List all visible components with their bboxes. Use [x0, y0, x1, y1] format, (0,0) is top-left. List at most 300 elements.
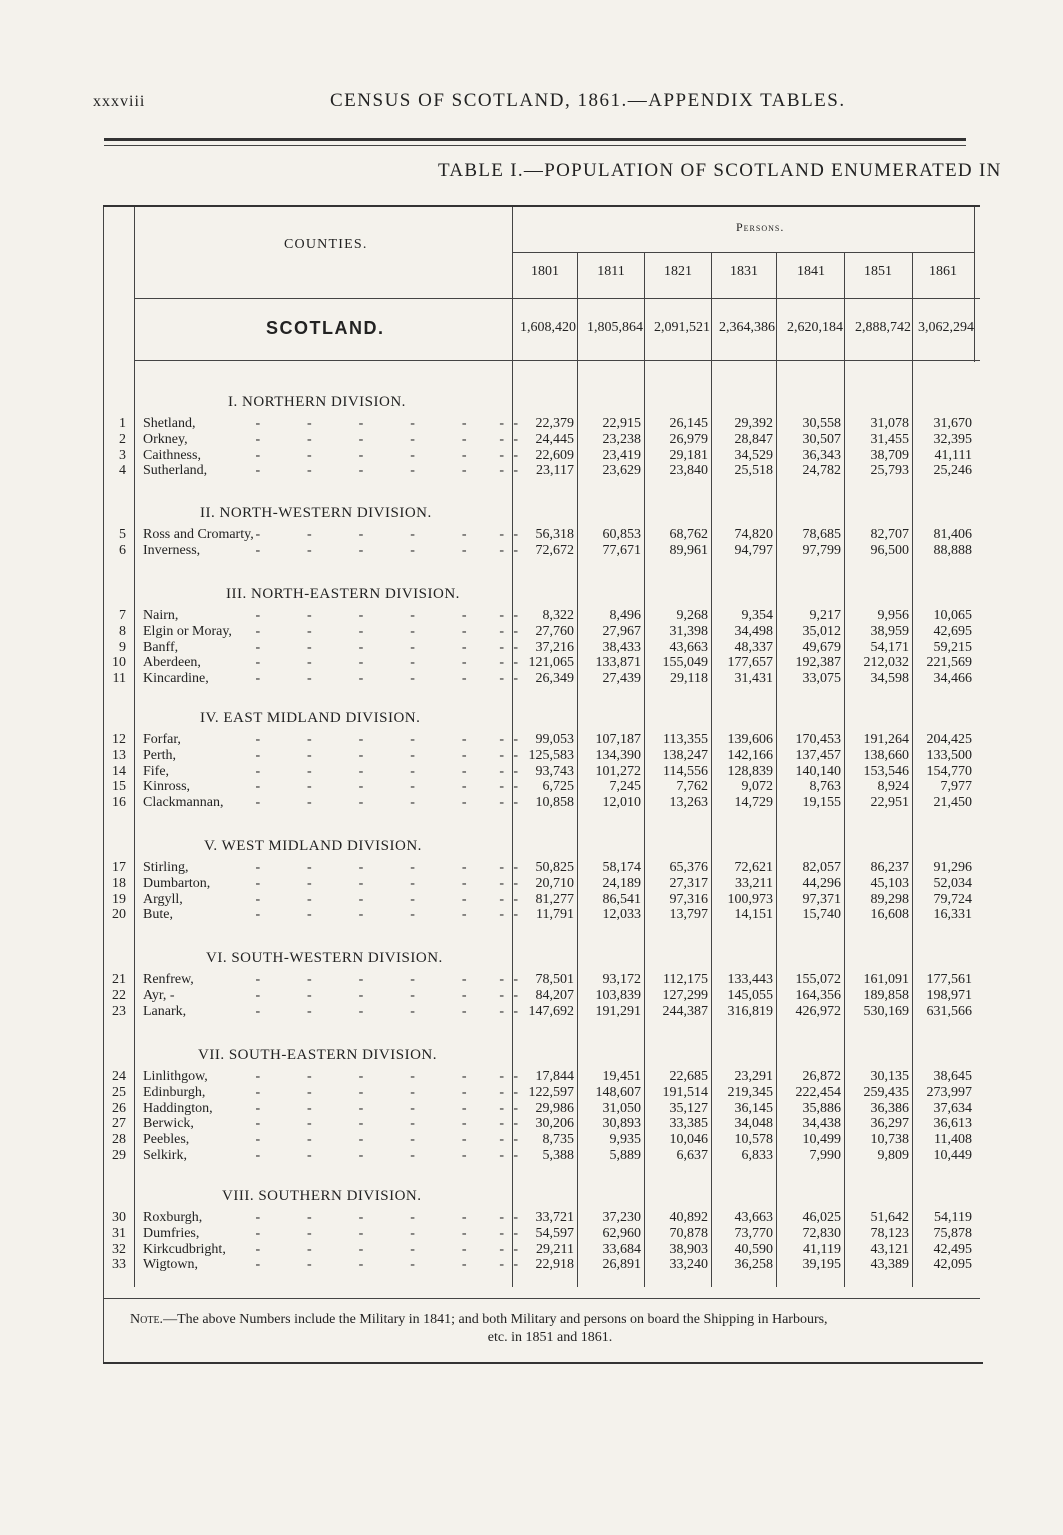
leader-dash-end: - — [499, 1225, 504, 1241]
population-cell: 170,453 — [795, 732, 841, 747]
population-cell: 10,449 — [933, 1148, 972, 1163]
scotland-total-1861: 3,062,294 — [918, 320, 974, 335]
population-cell: 54,171 — [870, 639, 909, 655]
row-number: 25 — [112, 1084, 126, 1100]
division-heading: I. NORTHERN DIVISION. — [228, 394, 406, 410]
population-cell: 33,075 — [802, 671, 841, 687]
leader-dash-end: - — [499, 1100, 504, 1116]
population-cell: 77,671 — [602, 542, 641, 558]
row-number: 26 — [112, 1100, 126, 1116]
population-cell: 530,169 — [863, 1003, 909, 1019]
leader-dash-end: - — [499, 623, 504, 639]
population-cell: 7,990 — [809, 1148, 841, 1163]
population-cell: 43,663 — [669, 639, 708, 655]
row-number: 21 — [112, 972, 126, 987]
population-cell: 11,408 — [934, 1132, 972, 1148]
population-cell: 34,466 — [933, 671, 972, 687]
population-cell: 6,637 — [676, 1148, 708, 1163]
county-name: Perth, — [143, 747, 177, 763]
population-cell: 155,072 — [795, 972, 841, 987]
population-cell: 94,797 — [734, 542, 773, 558]
row-number: 7 — [119, 608, 126, 623]
county-name: Clackmannan, — [143, 795, 224, 811]
county-name: Caithness, — [143, 447, 201, 463]
table-row — [0, 1132, 1063, 1148]
population-cell: 10,578 — [734, 1132, 773, 1148]
table-row — [0, 608, 1063, 624]
row-number: 10 — [112, 655, 126, 671]
population-cell: 192,387 — [795, 655, 841, 671]
leader-dashes: - - - - - - — [255, 447, 519, 463]
population-cell: 56,318 — [535, 527, 574, 542]
population-cell: 93,743 — [535, 763, 574, 779]
population-cell: 31,078 — [870, 416, 909, 431]
population-cell: 8,735 — [542, 1132, 574, 1148]
population-cell: 22,685 — [669, 1069, 708, 1084]
county-name: Dumfries, — [143, 1225, 200, 1241]
population-cell: 16,331 — [933, 907, 972, 923]
population-cell: 41,111 — [934, 447, 972, 463]
row-number: 12 — [112, 732, 126, 747]
population-cell: 26,891 — [602, 1257, 641, 1273]
row-number: 16 — [112, 795, 126, 811]
population-cell: 84,207 — [535, 987, 574, 1003]
population-cell: 37,230 — [602, 1210, 641, 1225]
table-row — [0, 671, 1063, 687]
division-heading: VII. SOUTH-EASTERN DIVISION. — [198, 1047, 437, 1063]
county-name: Renfrew, — [143, 972, 194, 987]
note-text-1: —The above Numbers include the Military in 1841; and both Military and persons on board the Shipping in Harbours, — [163, 1312, 828, 1327]
population-cell: 28,847 — [734, 431, 773, 447]
row-number: 30 — [112, 1210, 126, 1225]
population-cell: 23,238 — [602, 431, 641, 447]
population-cell: 31,050 — [602, 1100, 641, 1116]
table-row — [0, 860, 1063, 876]
population-cell: 43,663 — [734, 1210, 773, 1225]
county-name: Inverness, — [143, 542, 201, 558]
population-cell: 36,258 — [734, 1257, 773, 1273]
population-cell: 10,499 — [802, 1132, 841, 1148]
population-cell: 89,961 — [669, 542, 708, 558]
population-cell: 60,853 — [602, 527, 641, 542]
population-cell: 35,012 — [802, 623, 841, 639]
population-cell: 42,095 — [933, 1257, 972, 1273]
population-cell: 631,566 — [926, 1003, 972, 1019]
population-cell: 33,240 — [669, 1257, 708, 1273]
population-cell: 26,872 — [802, 1069, 841, 1084]
year-header-1851: 1851 — [864, 264, 892, 279]
county-name: Wigtown, — [143, 1257, 199, 1273]
leader-dashes: - - - - - - — [255, 655, 519, 671]
county-name: Linlithgow, — [143, 1069, 208, 1084]
population-cell: 72,830 — [802, 1225, 841, 1241]
table-row — [0, 1004, 1063, 1020]
population-cell: 13,263 — [669, 795, 708, 811]
population-cell: 43,389 — [870, 1257, 909, 1273]
population-cell: 86,237 — [870, 860, 909, 875]
scotland-total-1851: 2,888,742 — [855, 320, 911, 335]
population-cell: 30,507 — [802, 431, 841, 447]
population-cell: 75,878 — [933, 1225, 972, 1241]
population-cell: 21,450 — [933, 795, 972, 811]
population-cell: 27,439 — [602, 671, 641, 687]
population-cell: 41,119 — [803, 1241, 841, 1257]
year-header-1831: 1831 — [730, 264, 758, 279]
county-name: Lanark, — [143, 1003, 187, 1019]
population-cell: 73,770 — [734, 1225, 773, 1241]
population-cell: 9,956 — [877, 608, 909, 623]
leader-dashes: - - - - - - — [255, 431, 519, 447]
population-cell: 30,558 — [802, 416, 841, 431]
population-cell: 34,529 — [734, 447, 773, 463]
county-name: Ayr, - — [143, 987, 175, 1003]
leader-dashes: - - - - - - — [255, 542, 519, 558]
leader-dashes: - - - - - - — [255, 795, 519, 811]
row-number: 29 — [112, 1148, 126, 1163]
population-cell: 99,053 — [535, 732, 574, 747]
leader-dash-end: - — [499, 1148, 504, 1163]
table-row — [0, 640, 1063, 656]
population-cell: 27,760 — [535, 623, 574, 639]
row-number: 31 — [112, 1225, 126, 1241]
year-header-1811: 1811 — [597, 264, 625, 279]
county-name: Banff, — [143, 639, 179, 655]
population-cell: 138,660 — [863, 747, 909, 763]
population-cell: 36,343 — [802, 447, 841, 463]
population-cell: 59,215 — [933, 639, 972, 655]
population-cell: 155,049 — [662, 655, 708, 671]
population-cell: 24,782 — [802, 463, 841, 479]
county-name: Dumbarton, — [143, 875, 211, 891]
population-cell: 219,345 — [727, 1084, 773, 1100]
population-cell: 42,495 — [933, 1241, 972, 1257]
population-cell: 38,959 — [870, 623, 909, 639]
leader-dashes: - - - - - - — [255, 623, 519, 639]
population-cell: 29,392 — [734, 416, 773, 431]
population-cell: 10,046 — [669, 1132, 708, 1148]
leader-dash-end: - — [499, 463, 504, 479]
leader-dash-end: - — [499, 1084, 504, 1100]
table-row — [0, 1069, 1063, 1085]
population-cell: 14,151 — [734, 907, 773, 923]
county-name: Haddington, — [143, 1100, 213, 1116]
population-cell: 34,438 — [802, 1116, 841, 1132]
running-title: CENSUS OF SCOTLAND, 1861.—APPENDIX TABLES. — [330, 90, 846, 111]
county-name: Kincardine, — [143, 671, 209, 687]
header-rule-thin — [104, 145, 966, 146]
row-number: 23 — [112, 1003, 126, 1019]
leader-dashes: - - - - - - — [255, 1225, 519, 1241]
year-header-1841: 1841 — [797, 264, 825, 279]
population-cell: 93,172 — [602, 972, 641, 987]
page-number: xxxviii — [93, 93, 146, 110]
population-cell: 38,433 — [602, 639, 641, 655]
population-cell: 33,385 — [669, 1116, 708, 1132]
population-cell: 79,724 — [933, 891, 972, 907]
population-cell: 164,356 — [795, 987, 841, 1003]
leader-dashes: - - - - - - — [255, 1210, 519, 1225]
population-cell: 5,388 — [542, 1148, 574, 1163]
county-name: Edinburgh, — [143, 1084, 206, 1100]
population-cell: 112,175 — [663, 972, 708, 987]
division-heading: III. NORTH-EASTERN DIVISION. — [226, 586, 460, 602]
population-cell: 12,033 — [602, 907, 641, 923]
division-heading: VI. SOUTH-WESTERN DIVISION. — [206, 950, 443, 966]
col-rule-right — [974, 207, 975, 362]
leader-dashes: - - - - - - — [255, 732, 519, 747]
leader-dashes: - - - - - - — [255, 779, 519, 795]
leader-dash-end: - — [499, 779, 504, 795]
population-cell: 97,799 — [802, 542, 841, 558]
population-cell: 40,892 — [669, 1210, 708, 1225]
population-cell: 16,608 — [870, 907, 909, 923]
population-cell: 33,721 — [535, 1210, 574, 1225]
population-cell: 426,972 — [795, 1003, 841, 1019]
leader-dashes: - - - - - - — [255, 1257, 519, 1273]
row-number: 14 — [112, 763, 126, 779]
row-number: 32 — [112, 1241, 126, 1257]
population-cell: 58,174 — [602, 860, 641, 875]
population-cell: 137,457 — [795, 747, 841, 763]
population-cell: 244,387 — [662, 1003, 708, 1019]
population-cell: 97,371 — [802, 891, 841, 907]
population-cell: 222,454 — [795, 1084, 841, 1100]
population-cell: 7,977 — [940, 779, 972, 795]
population-cell: 139,606 — [727, 732, 773, 747]
leader-dash-end: - — [499, 608, 504, 623]
table-row — [0, 655, 1063, 671]
population-cell: 140,140 — [795, 763, 841, 779]
header-rule-thick — [104, 138, 966, 141]
table-note — [130, 1311, 970, 1347]
scotland-total-1821: 2,091,521 — [654, 320, 710, 335]
population-cell: 31,455 — [870, 431, 909, 447]
leader-dashes: - - - - - - — [255, 463, 519, 479]
population-cell: 29,118 — [670, 671, 708, 687]
persons-header: Persons. — [736, 220, 785, 234]
population-cell: 52,034 — [933, 875, 972, 891]
year-header-1801: 1801 — [531, 264, 559, 279]
population-cell: 5,889 — [609, 1148, 641, 1163]
population-cell: 133,871 — [595, 655, 641, 671]
population-cell: 45,103 — [870, 875, 909, 891]
population-cell: 35,886 — [802, 1100, 841, 1116]
population-cell: 36,145 — [734, 1100, 773, 1116]
population-cell: 72,672 — [535, 542, 574, 558]
population-cell: 48,337 — [734, 639, 773, 655]
leader-dashes: - - - - - - — [255, 987, 519, 1003]
population-cell: 7,245 — [609, 779, 641, 795]
population-cell: 72,621 — [734, 860, 773, 875]
division-heading: V. WEST MIDLAND DIVISION. — [204, 838, 422, 854]
population-cell: 22,918 — [535, 1257, 574, 1273]
leader-dashes: - - - - - - — [255, 1069, 519, 1084]
population-cell: 22,609 — [535, 447, 574, 463]
population-cell: 138,247 — [662, 747, 708, 763]
population-cell: 12,010 — [602, 795, 641, 811]
county-name: Kirkcudbright, — [143, 1241, 226, 1257]
population-cell: 154,770 — [926, 763, 972, 779]
row-number: 3 — [119, 447, 126, 463]
population-cell: 20,710 — [535, 875, 574, 891]
table-row — [0, 732, 1063, 748]
population-cell: 10,738 — [870, 1132, 909, 1148]
population-cell: 191,291 — [595, 1003, 641, 1019]
row-number: 4 — [119, 463, 126, 479]
leader-dash-end: - — [499, 795, 504, 811]
population-cell: 65,376 — [669, 860, 708, 875]
county-name: Selkirk, — [143, 1148, 187, 1163]
population-cell: 31,398 — [669, 623, 708, 639]
leader-dash-end: - — [499, 416, 504, 431]
county-name: Aberdeen, — [143, 655, 201, 671]
population-cell: 259,435 — [863, 1084, 909, 1100]
population-cell: 23,419 — [602, 447, 641, 463]
population-cell: 114,556 — [663, 763, 708, 779]
row-number: 27 — [112, 1116, 126, 1132]
county-name: Orkney, — [143, 431, 188, 447]
population-cell: 32,395 — [933, 431, 972, 447]
county-name: Sutherland, — [143, 463, 208, 479]
population-cell: 29,986 — [535, 1100, 574, 1116]
table-row — [0, 1085, 1063, 1101]
population-cell: 147,692 — [528, 1003, 574, 1019]
division-heading: IV. EAST MIDLAND DIVISION. — [200, 710, 421, 726]
population-cell: 127,299 — [662, 987, 708, 1003]
population-cell: 82,057 — [802, 860, 841, 875]
scotland-total-1811: 1,805,864 — [587, 320, 643, 335]
population-cell: 36,297 — [870, 1116, 909, 1132]
population-cell: 30,135 — [870, 1069, 909, 1084]
population-cell: 14,729 — [734, 795, 773, 811]
population-cell: 35,127 — [669, 1100, 708, 1116]
table-row — [0, 795, 1063, 811]
population-cell: 8,496 — [609, 608, 641, 623]
table-row — [0, 463, 1063, 479]
population-cell: 36,613 — [933, 1116, 972, 1132]
row-number: 11 — [112, 671, 126, 687]
leader-dashes: - - - - - - — [255, 763, 519, 779]
row-number: 24 — [112, 1069, 126, 1084]
table-row — [0, 1116, 1063, 1132]
population-cell: 23,840 — [669, 463, 708, 479]
population-cell: 189,858 — [863, 987, 909, 1003]
population-cell: 33,684 — [602, 1241, 641, 1257]
population-cell: 46,025 — [802, 1210, 841, 1225]
persons-under-rule — [512, 252, 974, 253]
population-cell: 37,216 — [535, 639, 574, 655]
population-cell: 8,924 — [877, 779, 909, 795]
population-cell: 34,498 — [734, 623, 773, 639]
population-cell: 31,670 — [933, 416, 972, 431]
table-top-rule — [103, 205, 980, 207]
population-cell: 81,277 — [535, 891, 574, 907]
leader-dashes: - - - - - - — [255, 1148, 519, 1163]
population-cell: 74,820 — [734, 527, 773, 542]
leader-dashes: - - - - - - — [255, 1084, 519, 1100]
population-cell: 128,839 — [727, 763, 773, 779]
table-row — [0, 988, 1063, 1004]
county-name: Argyll, — [143, 891, 183, 907]
population-cell: 24,189 — [602, 875, 641, 891]
leader-dash-end: - — [499, 1241, 504, 1257]
table-row — [0, 527, 1063, 543]
header-bottom-rule — [134, 298, 980, 299]
leader-dash-end: - — [499, 972, 504, 987]
row-number: 9 — [119, 639, 126, 655]
population-cell: 62,960 — [602, 1225, 641, 1241]
population-cell: 30,206 — [535, 1116, 574, 1132]
row-number: 5 — [119, 527, 126, 542]
counties-header: COUNTIES. — [284, 237, 368, 252]
population-cell: 19,451 — [602, 1069, 641, 1084]
leader-dash-end: - — [499, 671, 504, 687]
population-cell: 145,055 — [727, 987, 773, 1003]
population-cell: 15,740 — [802, 907, 841, 923]
leader-dashes: - - - - - - — [255, 747, 519, 763]
population-cell: 26,145 — [669, 416, 708, 431]
population-cell: 81,406 — [933, 527, 972, 542]
leader-dash-end: - — [499, 639, 504, 655]
population-cell: 22,379 — [535, 416, 574, 431]
table-row — [0, 1101, 1063, 1117]
population-cell: 30,893 — [602, 1116, 641, 1132]
population-cell: 31,431 — [734, 671, 773, 687]
population-cell: 88,888 — [933, 542, 972, 558]
table-title: TABLE I.—POPULATION OF SCOTLAND ENUMERATED IN — [438, 160, 1002, 181]
population-cell: 6,725 — [542, 779, 574, 795]
county-name: Kinross, — [143, 779, 191, 795]
row-number: 17 — [112, 860, 126, 875]
population-cell: 133,500 — [926, 747, 972, 763]
county-name: Elgin or Moray, — [143, 623, 232, 639]
leader-dash-end: - — [499, 1132, 504, 1148]
population-cell: 50,825 — [535, 860, 574, 875]
population-cell: 17,844 — [535, 1069, 574, 1084]
population-cell: 9,935 — [609, 1132, 641, 1148]
population-cell: 68,762 — [669, 527, 708, 542]
leader-dash-end: - — [499, 447, 504, 463]
population-cell: 100,973 — [727, 891, 773, 907]
population-cell: 23,291 — [734, 1069, 773, 1084]
table-row — [0, 1242, 1063, 1258]
county-name: Shetland, — [143, 416, 196, 431]
population-cell: 29,211 — [536, 1241, 574, 1257]
scotland-total-1801: 1,608,420 — [520, 320, 576, 335]
population-cell: 89,298 — [870, 891, 909, 907]
population-cell: 54,119 — [934, 1210, 972, 1225]
population-cell: 44,296 — [802, 875, 841, 891]
leader-dashes: - - - - - - — [255, 972, 519, 987]
population-cell: 9,268 — [676, 608, 708, 623]
leader-dashes: - - - - - - — [255, 1003, 519, 1019]
population-cell: 122,597 — [528, 1084, 574, 1100]
row-number: 18 — [112, 875, 126, 891]
leader-dashes: - - - - - - — [255, 639, 519, 655]
leader-dash-end: - — [499, 987, 504, 1003]
population-cell: 107,187 — [595, 732, 641, 747]
division-heading: II. NORTH-WESTERN DIVISION. — [200, 505, 432, 521]
population-cell: 11,791 — [536, 907, 574, 923]
scotland-total-1841: 2,620,184 — [787, 320, 843, 335]
population-cell: 38,709 — [870, 447, 909, 463]
population-cell: 43,121 — [870, 1241, 909, 1257]
row-number: 2 — [119, 431, 126, 447]
leader-dashes: - - - - - - — [255, 1100, 519, 1116]
population-cell: 34,048 — [734, 1116, 773, 1132]
population-cell: 26,349 — [535, 671, 574, 687]
population-cell: 13,797 — [669, 907, 708, 923]
